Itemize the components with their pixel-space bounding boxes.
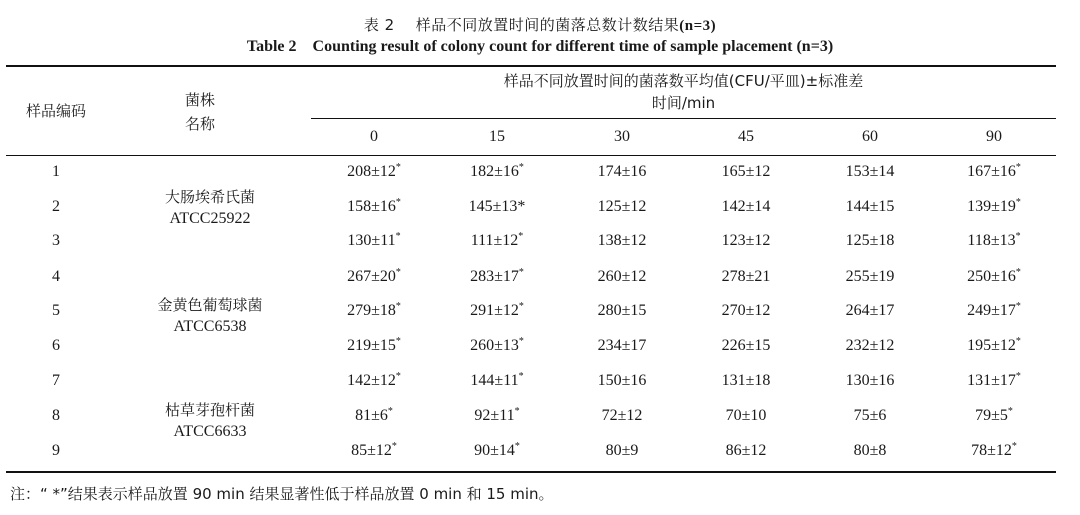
header-sample-code: 样品编码 xyxy=(25,102,86,120)
cell-value: 279±18 xyxy=(347,302,396,319)
significance-mark: * xyxy=(518,336,524,347)
cell-value: 270±12 xyxy=(721,302,771,319)
cell-value: 142±12 xyxy=(347,372,396,389)
group-header-rule xyxy=(311,118,1056,119)
cell-value: 78±12 xyxy=(971,442,1012,459)
cell-value: 92±11 xyxy=(474,407,515,424)
table-cell xyxy=(314,268,434,286)
significance-mark: * xyxy=(518,162,524,173)
sample-number: 1 xyxy=(52,163,60,180)
cell-value: 234±17 xyxy=(597,337,647,354)
minute-header-cell: 0 xyxy=(370,128,378,145)
cell-value: 219±15 xyxy=(347,337,396,354)
significance-mark: * xyxy=(1007,406,1013,417)
table-cell xyxy=(314,337,434,355)
cell-value: 125±18 xyxy=(845,232,895,249)
minute-header-cell: 60 xyxy=(862,128,878,145)
significance-mark: * xyxy=(1015,371,1021,382)
cell-value: 79±5 xyxy=(975,407,1008,424)
table-cell xyxy=(934,232,1054,250)
table-caption-en xyxy=(0,38,1080,56)
table-cell xyxy=(810,302,930,320)
cell-value: 260±12 xyxy=(597,268,647,285)
header-group xyxy=(311,70,1056,114)
strain-label xyxy=(130,294,290,338)
table-cell xyxy=(810,337,930,355)
minute-header-cell: 45 xyxy=(738,128,754,145)
strain-code: ATCC25922 xyxy=(169,210,251,227)
table-cell xyxy=(686,163,806,181)
table-cell xyxy=(686,268,806,286)
cell-value: 278±21 xyxy=(721,268,771,285)
sample-number: 8 xyxy=(52,407,60,424)
table-cell xyxy=(437,407,557,425)
significance-mark: * xyxy=(1015,301,1021,312)
caption-en-title: Counting result of colony count for different time of sample placement xyxy=(312,38,793,55)
table-cell xyxy=(314,372,434,390)
significance-mark: * xyxy=(518,371,524,382)
significance-mark: * xyxy=(1015,267,1021,278)
table-cell xyxy=(686,198,806,216)
cell-value: 75±6 xyxy=(853,407,887,424)
table-cell xyxy=(810,442,930,460)
strain-name-cn: 大肠埃希氏菌 xyxy=(164,188,255,206)
significance-mark: * xyxy=(1011,441,1017,452)
sample-number: 6 xyxy=(52,337,60,354)
sample-number: 2 xyxy=(52,198,60,215)
header-bottom-rule xyxy=(6,155,1056,156)
table-cell xyxy=(437,163,557,181)
significance-mark: * xyxy=(1015,162,1021,173)
cell-value: 72±12 xyxy=(601,407,643,424)
table-cell xyxy=(314,302,434,320)
table-cell xyxy=(686,442,806,460)
sample-number: 4 xyxy=(52,268,60,285)
table-cell xyxy=(437,268,557,286)
cell-value: 130±16 xyxy=(845,372,895,389)
cell-value: 167±16 xyxy=(967,163,1016,180)
sample-number: 7 xyxy=(52,372,60,389)
cell-value: 250±16 xyxy=(967,268,1016,285)
cell-value: 283±17 xyxy=(470,268,519,285)
table-cell xyxy=(934,372,1054,390)
significance-mark: * xyxy=(391,441,397,452)
strain-name-cn: 金黄色葡萄球菌 xyxy=(157,296,263,314)
cell-value: 145±13* xyxy=(468,198,526,215)
significance-mark: * xyxy=(395,267,401,278)
table-cell xyxy=(686,232,806,250)
table-top-rule xyxy=(6,65,1056,67)
cell-value: 150±16 xyxy=(597,372,647,389)
table-cell xyxy=(437,442,557,460)
caption-en-label: Table 2 xyxy=(246,38,297,55)
cell-value: 195±12 xyxy=(967,337,1016,354)
cell-value: 70±10 xyxy=(725,407,767,424)
significance-mark: * xyxy=(395,162,401,173)
cell-value: 138±12 xyxy=(597,232,647,249)
table-cell xyxy=(562,442,682,460)
cell-value: 85±12 xyxy=(351,442,392,459)
caption-cn-label: 表 2 xyxy=(363,16,395,34)
table-cell xyxy=(437,232,557,250)
table-cell xyxy=(810,407,930,425)
table-cell xyxy=(686,337,806,355)
cell-value: 208±12 xyxy=(347,163,396,180)
strain-name-cn: 枯草芽孢杆菌 xyxy=(164,401,255,419)
table-cell xyxy=(314,163,434,181)
significance-mark: * xyxy=(395,231,401,242)
significance-mark: * xyxy=(514,406,520,417)
table-cell xyxy=(810,268,930,286)
cell-value: 86±12 xyxy=(725,442,767,459)
cell-value: 125±12 xyxy=(597,198,647,215)
strain-label xyxy=(130,186,290,230)
cell-value: 232±12 xyxy=(845,337,895,354)
table-cell xyxy=(934,337,1054,355)
caption-en-suffix: (n=3) xyxy=(796,38,834,55)
cell-value: 291±12 xyxy=(470,302,519,319)
table-cell xyxy=(314,407,434,425)
table-cell xyxy=(934,198,1054,216)
sample-number: 9 xyxy=(52,442,60,459)
table-cell xyxy=(810,232,930,250)
table-cell xyxy=(810,163,930,181)
table-cell xyxy=(686,302,806,320)
sample-number: 5 xyxy=(52,302,60,319)
significance-mark: * xyxy=(1015,336,1021,347)
table-cell xyxy=(437,198,557,216)
table-cell xyxy=(562,268,682,286)
table-cell xyxy=(934,407,1054,425)
table-cell xyxy=(314,442,434,460)
significance-mark: * xyxy=(518,267,524,278)
table-cell xyxy=(562,337,682,355)
cell-value: 144±15 xyxy=(845,198,895,215)
strain-label xyxy=(130,399,290,443)
cell-value: 123±12 xyxy=(721,232,771,249)
table-cell xyxy=(562,372,682,390)
table-cell xyxy=(437,302,557,320)
caption-cn-title: 样品不同放置时间的菌落总数计数结果 xyxy=(415,16,680,34)
table-caption-cn xyxy=(0,14,1080,35)
cell-value: 111±12 xyxy=(470,232,519,249)
table-cell xyxy=(686,372,806,390)
minute-header-cell: 90 xyxy=(986,128,1002,145)
strain-code: ATCC6633 xyxy=(173,423,247,440)
header-strain-name xyxy=(130,88,270,136)
cell-value: 80±9 xyxy=(605,442,639,459)
table-cell xyxy=(934,442,1054,460)
minute-header-cell: 30 xyxy=(614,128,630,145)
table-cell xyxy=(314,232,434,250)
significance-mark: * xyxy=(395,197,401,208)
strain-code: ATCC6538 xyxy=(173,318,247,335)
table-cell xyxy=(562,198,682,216)
significance-mark: * xyxy=(1015,197,1021,208)
header-group-line2: 时间/min xyxy=(651,94,716,112)
table-cell xyxy=(810,372,930,390)
table-cell xyxy=(562,232,682,250)
significance-mark: * xyxy=(514,441,520,452)
cell-value: 267±20 xyxy=(347,268,396,285)
cell-value: 131±18 xyxy=(721,372,771,389)
cell-value: 142±14 xyxy=(721,198,771,215)
table-cell xyxy=(562,302,682,320)
table-cell xyxy=(562,407,682,425)
cell-value: 139±19 xyxy=(967,198,1016,215)
table-cell xyxy=(934,302,1054,320)
significance-mark: * xyxy=(518,301,524,312)
table-cell xyxy=(437,337,557,355)
cell-value: 131±17 xyxy=(967,372,1016,389)
caption-cn-suffix: (n=3) xyxy=(679,18,717,34)
table-cell xyxy=(810,198,930,216)
table-cell xyxy=(934,163,1054,181)
cell-value: 144±11 xyxy=(470,372,519,389)
minute-header-cell: 15 xyxy=(489,128,505,145)
sample-number: 3 xyxy=(52,232,60,249)
significance-mark: * xyxy=(387,406,393,417)
significance-mark: * xyxy=(518,231,524,242)
cell-value: 158±16 xyxy=(347,198,396,215)
cell-value: 255±19 xyxy=(845,268,895,285)
header-strain-line2: 名称 xyxy=(184,115,215,133)
table-footnote: 注：“ *”结果表示样品放置 90 min 结果显著性低于样品放置 0 min 和 15 min。 xyxy=(10,485,554,503)
table-bottom-rule xyxy=(6,471,1056,473)
table-cell xyxy=(934,268,1054,286)
cell-value: 118±13 xyxy=(967,232,1016,249)
significance-mark: * xyxy=(395,301,401,312)
header-strain-line1: 菌株 xyxy=(184,91,215,109)
significance-mark: * xyxy=(1015,231,1021,242)
cell-value: 226±15 xyxy=(721,337,771,354)
cell-value: 174±16 xyxy=(597,163,647,180)
significance-mark: * xyxy=(395,336,401,347)
cell-value: 90±14 xyxy=(474,442,515,459)
cell-value: 280±15 xyxy=(597,302,647,319)
cell-value: 165±12 xyxy=(721,163,771,180)
table-cell xyxy=(314,198,434,216)
table-cell xyxy=(437,372,557,390)
cell-value: 260±13 xyxy=(470,337,519,354)
table-cell xyxy=(562,163,682,181)
cell-value: 153±14 xyxy=(845,163,895,180)
cell-value: 182±16 xyxy=(470,163,519,180)
cell-value: 249±17 xyxy=(967,302,1016,319)
cell-value: 81±6 xyxy=(355,407,388,424)
cell-value: 264±17 xyxy=(845,302,895,319)
significance-mark: * xyxy=(395,371,401,382)
cell-value: 130±11 xyxy=(347,232,396,249)
table-cell xyxy=(686,407,806,425)
header-group-line1: 样品不同放置时间的菌落数平均值(CFU/平皿)±标准差 xyxy=(503,72,864,90)
cell-value: 80±8 xyxy=(853,442,887,459)
